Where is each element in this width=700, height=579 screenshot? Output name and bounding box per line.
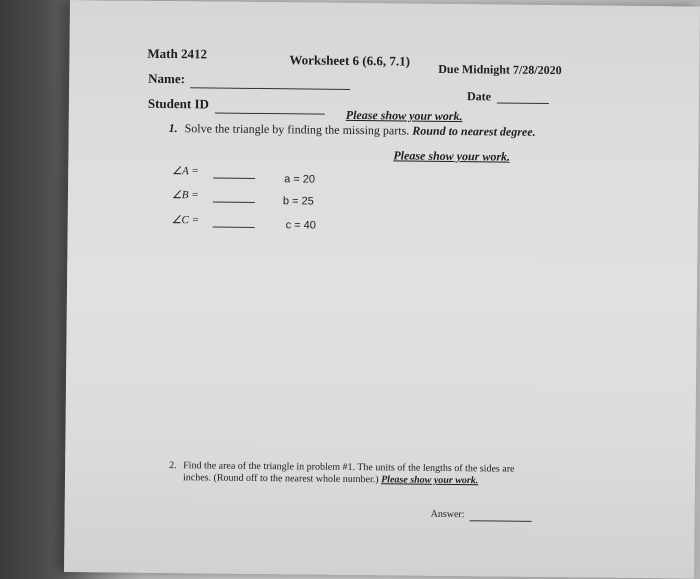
worksheet-title: Worksheet 6 (6.6, 7.1) xyxy=(289,52,411,69)
due-date: Due Midnight 7/28/2020 xyxy=(438,61,562,78)
worksheet-paper xyxy=(64,0,700,579)
name-blank xyxy=(190,87,350,90)
side-c-value: c = 40 xyxy=(285,219,316,232)
answer-blank xyxy=(470,520,532,522)
student-id-label: Student ID xyxy=(147,95,210,112)
header-show-work: Please show your work. xyxy=(345,107,463,124)
problem2-show-work: Please show your work. xyxy=(381,474,479,487)
angle-c-label: ∠C = xyxy=(171,214,200,227)
angle-b-label: ∠B = xyxy=(171,189,199,202)
side-a-value: a = 20 xyxy=(284,173,316,186)
problem1-rounding: Round to nearest degree. xyxy=(412,123,536,139)
problem2-line2 xyxy=(183,472,478,486)
angle-a-label: ∠A = xyxy=(172,165,199,178)
problem1-text xyxy=(185,121,536,140)
course-title: Math 2412 xyxy=(147,45,208,62)
side-b-value: b = 25 xyxy=(282,195,314,208)
problem2-line1: Find the area of the triangle in problem #1. The units of the lengths of the sides are xyxy=(183,460,515,475)
problem1-instruction: Solve the triangle by finding the missing parts. xyxy=(184,121,410,138)
student-id-blank xyxy=(215,113,325,115)
date-label: Date xyxy=(466,89,492,104)
answer-label: Answer: xyxy=(430,508,465,521)
angle-c-blank xyxy=(213,227,255,228)
date-blank xyxy=(497,102,549,104)
name-label: Name: xyxy=(148,70,186,87)
problem2-rounding: inches. (Round off to the nearest whole number.) xyxy=(182,472,379,486)
problem1-number: 1. xyxy=(168,121,178,136)
problem2-number: 2. xyxy=(169,460,177,472)
angle-a-blank xyxy=(213,178,255,179)
angle-b-blank xyxy=(213,202,255,203)
problem1-show-work: Please show your work. xyxy=(393,148,511,164)
